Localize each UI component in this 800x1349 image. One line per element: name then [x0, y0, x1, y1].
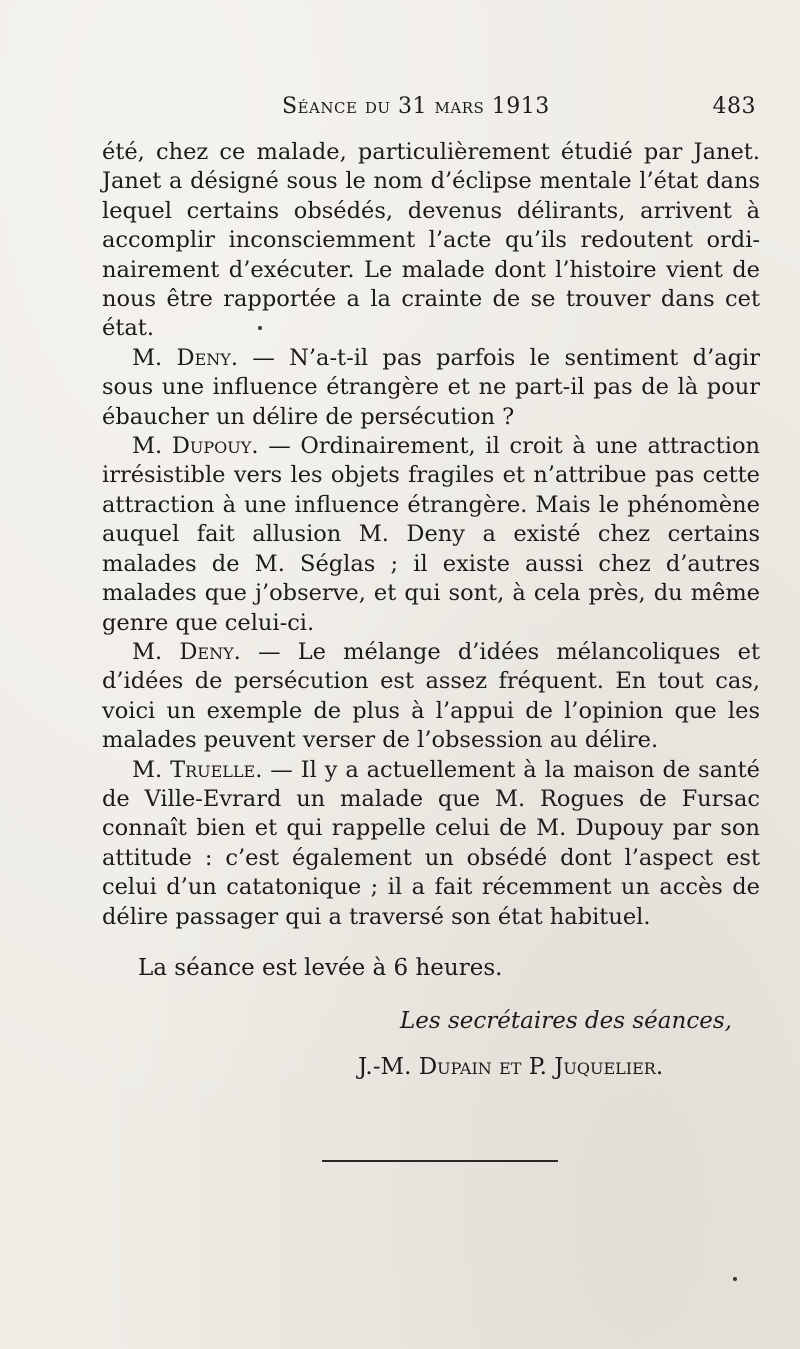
paragraph-text: été, chez ce malade, particulièrement étudié par Janet. Janet a désigné sous le nom d’éclipse mentale l’état dans lequel certains obsédés, devenus délirants, arrivent à accomplir inconsciemment l’acte qu’ils redoutent ordinairement d’exécuter. Le malade dont l’histoire vient de nous être rapportée a la crainte de se trouver dans cet état. — [102, 139, 760, 342]
paragraph-deny-remark — [102, 638, 760, 756]
speaker-name: M. Deny. — [132, 344, 238, 371]
secretaries-label: Les secrétaires des séances, — [400, 1008, 732, 1034]
page-header — [102, 94, 754, 124]
paragraph-deny-question — [102, 344, 760, 432]
secretaries-names: J.-M. Dupain et P. Juquelier. — [358, 1054, 664, 1080]
closing-rule — [322, 1160, 558, 1162]
paragraph-text: — N’a-t-il pas parfois le sentiment d’agir sous une influence étrangère et ne part-il pas de là pour ébaucher un délire de persécution ? — [102, 344, 760, 430]
paragraph-text: — Ordinairement, il croit à une attraction irrésistible vers les objets fragiles et n’attribue pas cette attraction à une influence étrangère. Mais le phénomène auquel fait allusion M. Deny a existé chez certains malades de M. Séglas ; il existe aussi chez d’autres malades que j’observe, et qui sont, à cela près, du même genre que celui-ci. — [102, 433, 760, 636]
speaker-name: M. Truelle. — [132, 756, 263, 783]
speaker-name: M. Deny. — [132, 638, 241, 665]
print-speck — [733, 1277, 737, 1281]
paragraph-dupouy-reply — [102, 432, 760, 638]
speaker-name: M. Dupouy. — [132, 433, 259, 460]
paragraph-truelle — [102, 756, 760, 932]
print-speck — [258, 326, 262, 330]
paragraph-continuation — [102, 138, 760, 344]
body-text — [102, 138, 760, 932]
closing-line: La séance est levée à 6 heures. — [138, 955, 503, 981]
paragraph-text: — Le mélange d’idées mélancoliques et d’idées de persécution est assez fréquent. En tout cas, voici un exemple de plus à l’appui de l’opinion que les malades peuvent verser de l’obsession au délire. — [102, 638, 760, 754]
paragraph-text: — Il y a actuellement à la maison de santé de Ville-Evrard un malade que M. Rogues de Fursac connaît bien et qui rappelle celui de M. Dupouy par son attitude : c’est également un obsédé dont l’aspect est celui d’un catatonique ; il a fait récemment un accès de délire passager qui a traversé son état habituel. — [102, 756, 760, 930]
page-number: 483 — [712, 94, 756, 119]
running-title: Séance du 31 mars 1913 — [282, 94, 550, 119]
